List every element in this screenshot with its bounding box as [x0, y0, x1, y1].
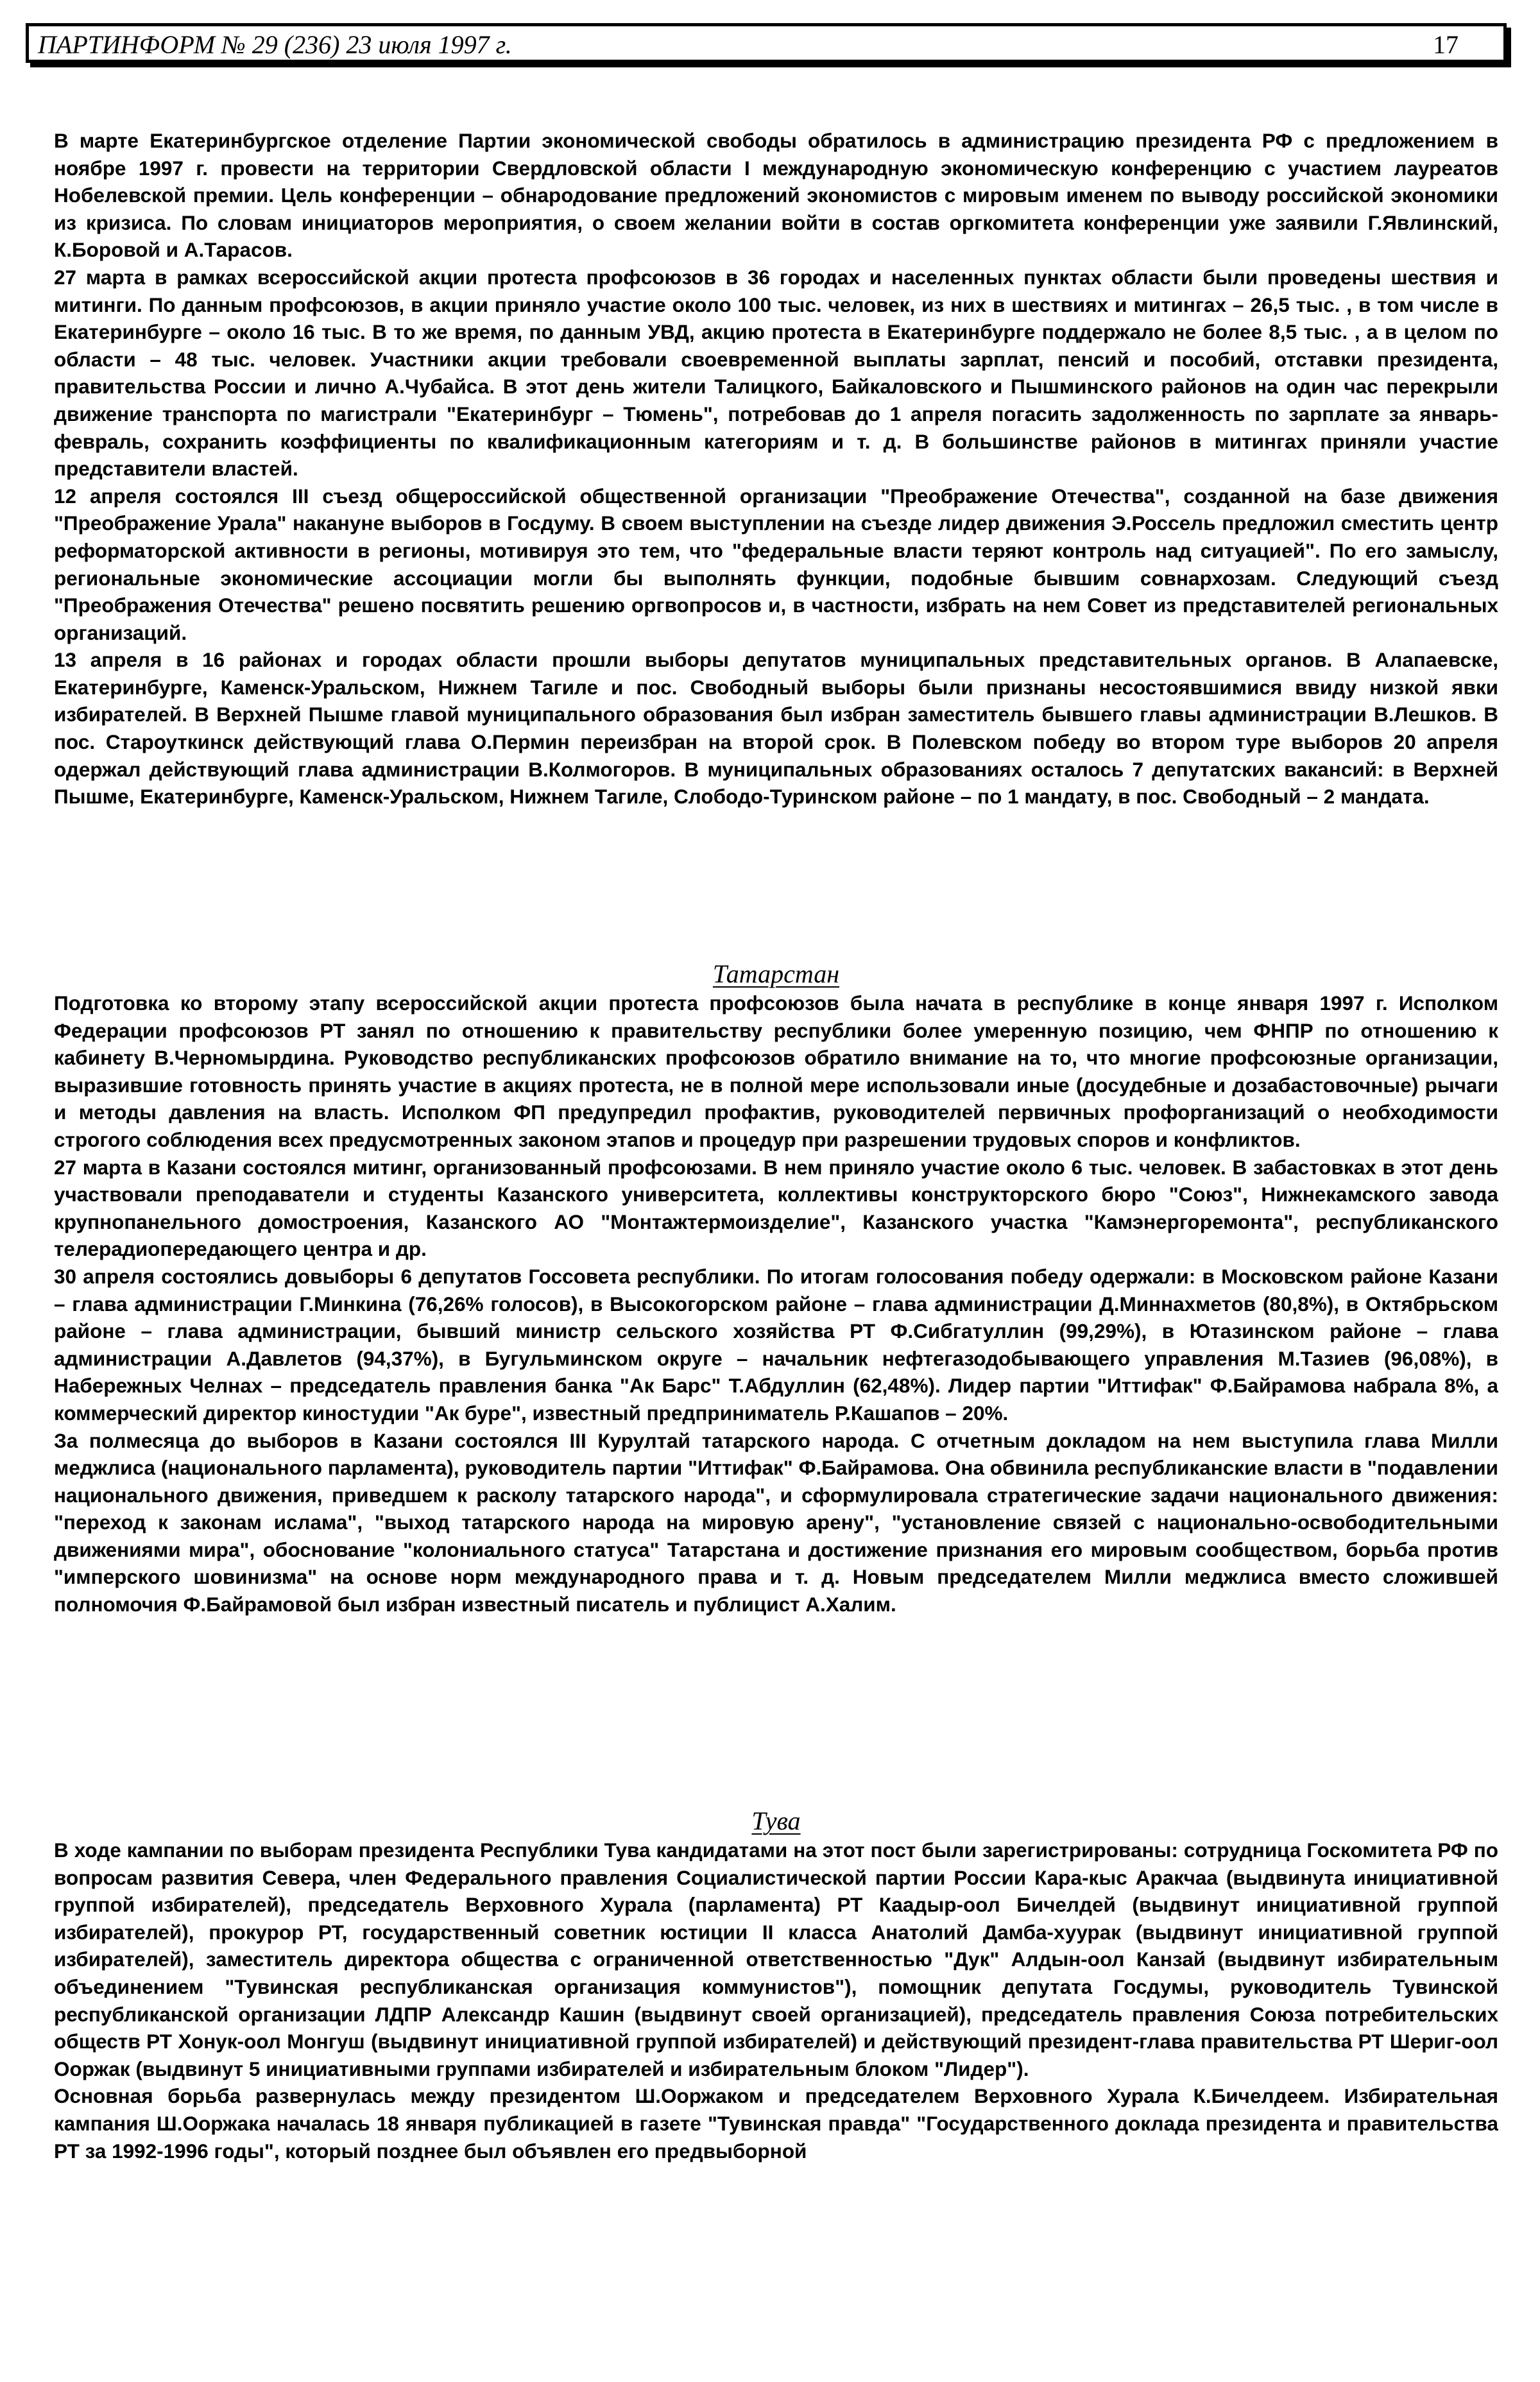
article-body [54, 127, 1498, 2163]
paragraph: 27 марта в Казани состоялся митинг, организованный профсоюзами. В нем приняло участие около 6 тыс. человек. В забастовках в этот день участвовали преподаватели и студенты Казанского университета, коллективы конструкторского бюро "Союз", Нижнекамского завода крупнопанельного домостроения, Казанского АО "Монтажтермоизделие", Казанского участка "Камэнергоремонта", республиканского телерадиопередающего центра и др. [54, 1155, 1498, 1261]
paragraph: В марте Екатеринбургское отделение Партии экономической свободы обратилось в администрацию президента РФ с предложением в ноябре 1997 г. провести на территории Свердловской области I международную экономическую конференцию с участием лауреатов Нобелевской премии. Цель конференции – обнародование предложений экономистов с мировым именем по выводу российской экономики из кризиса. По словам инициаторов мероприятия, о своем желании войти в состав оргкомитета конференции уже заявили Г.Явлинский, К.Боровой и А.Тарасов. [54, 129, 1498, 262]
region-heading-tuva: Тува [751, 1806, 801, 1835]
paragraph: 30 апреля состоялись довыборы 6 депутатов Госсовета республики. По итогам голосования победу одержали: в Московском районе Казани – глава администрации Г.Минкина (76,26% голосов), в Высокогорском районе – глава администрации Д.Миннахметов (80,8%), в Октябрьском районе – глава администрации, бывший министр сельского хозяйства РТ Ф.Сибгатуллин (99,29%), в Ютазинском районе – глава администрации А.Давлетов (94,37%), в Бугульминском округе – начальник нефтегазодобывающего управления М.Тазиев (96,08%), в Набережных Челнах – председатель правления банка "Ак Барс" Т.Абдуллин (62,48%). Лидер партии "Иттифак" Ф.Байрамова набрала 8%, а коммерческий директор киностудии "Ак буре", известный предприниматель Р.Кашапов – 20%. [54, 1264, 1498, 1425]
region-heading-tatarstan: Татарстан [712, 959, 840, 988]
page-number: 17 [1433, 30, 1459, 59]
page-header [26, 23, 1507, 63]
paragraph: 12 апреля состоялся III съезд общероссийской общественной организации "Преображение Отечества", созданной на базе движения "Преображение Урала" накануне выборов в Госдуму. В своем выступлении на съезде лидер движения Э.Россель предложил сместить центр реформаторской активности в регионы, мотивируя это тем, что "федеральные власти теряют контроль над ситуацией". По его замыслу, региональные экономические ассоциации могли бы выполнять функции, подобные бывшим совнархозам. Следующий съезд "Преображения Отечества" решено посвятить решению оргвопросов и, в частности, избрать на нем Совет из представителей региональных организаций. [54, 484, 1498, 644]
publication-title: ПАРТИНФОРМ № 29 (236) 23 июля 1997 г. [38, 30, 512, 59]
paragraph: Подготовка ко второму этапу всероссийской акции протеста профсоюзов была начата в республике в конце января 1997 г. Исполком Федерации профсоюзов РТ занял по отношению к правительству республики более умеренную позицию, чем ФНПР по отношению к кабинету В.Черномырдина. Руководство республиканских профсоюзов обратило внимание на то, что многие профсоюзные организации, выразившие готовность принять участие в акциях протеста, не в полной мере использовали иные (досудебные и дозабастовочные) рычаги и методы давления на власть. Исполком ФП предупредил профактив, руководителей первичных профорганизаций о необходимости строгого соблюдения всех предусмотренных законом этапов и процедур при разрешении трудовых споров и конфликтов. [54, 991, 1498, 1151]
paragraph: В ходе кампании по выборам президента Республики Тува кандидатами на этот пост были зарегистрированы: сотрудница Госкомитета РФ по вопросам развития Севера, член Федерального правления Социалистической партии России Кара-кыс Аракчаа (выдвинута инициативной группой избирателей), председатель Верховного Хурала (парламента) РТ Каадыр-оол Бичелдей (выдвинут инициативной группой избирателей), прокурор РТ, государственный советник юстиции II класса Анатолий Дамба-хуурак (выдвинут инициативной группой избирателей), заместитель директора общества с ограниченной ответственностью "Дук" Алдын-оол Канзай (выдвинут избирательным объединением "Тувинская республиканская организация коммунистов"), помощник депутата Госдумы, руководитель Тувинской республиканской организации ЛДПР Александр Кашин (выдвинут своей организацией), председатель правления Союза потребительских обществ РТ Хонук-оол Монгуш (выдвинут инициативной группой избирателей) и действующий президент-глава правительства РТ Шериг-оол Ооржак (выдвинут 5 инициативными группами избирателей и избирательным блоком "Лидер"). [54, 1838, 1498, 2080]
paragraph: 27 марта в рамках всероссийской акции протеста профсоюзов в 36 городах и населенных пунктах области были проведены шествия и митинги. По данным профсоюзов, в акции приняло участие около 100 тыс. человек, из них в шествиях и митингах – 26,5 тыс. , в том числе в Екатеринбурге – около 16 тыс. В то же время, по данным УВД, акцию протеста в Екатеринбурге поддержало не более 8,5 тыс. , а в целом по области – 48 тыс. человек. Участники акции требовали своевременной выплаты зарплат, пенсий и пособий, отставки президента, правительства России и лично А.Чубайса. В этот день жители Талицкого, Байкаловского и Пышминского районов на один час перекрыли движение транспорта по магистрали "Екатеринбург – Тюмень", потребовав до 1 апреля погасить задолженность по зарплате за январь-февраль, сохранить коэффициенты по квалификационным категориям и т. д. В большинстве районов в митингах приняли участие представители властей. [54, 265, 1498, 481]
paragraph: За полмесяца до выборов в Казани состоялся III Курултай татарского народа. С отчетным докладом на нем выступила глава Милли меджлиса (национального парламента), руководитель партии "Иттифак" Ф.Байрамова. Она обвинила республиканские власти в "подавлении национального движения, приведшем к расколу татарского народа", и сформулировала стратегические задачи национального движения: "переход к законам ислама", "выход татарского народа на мировую арену", "установление связей с национально-освободительными движениями мира", обоснование "колониального статуса" Татарстана и достижение признания его мировым сообществом, борьба против "имперского шовинизма" на основе норм международного права и т. д. Новым председателем Милли меджлиса вместо сложившей полномочия Ф.Байрамовой был избран известный писатель и публицист А.Халим. [54, 1428, 1498, 1616]
section-sverdlovsk [54, 127, 1498, 932]
paragraph: Основная борьба развернулась между президентом Ш.Ооржаком и председателем Верховного Хурала К.Бичелдеем. Избирательная кампания Ш.Ооржака началась 18 января публикацией в газете "Тувинская правда" "Государственного доклада президента и правительства РТ за 1992-1996 годы", который позднее был объявлен его предвыборной [54, 2084, 1498, 2163]
section-tuva [54, 1837, 1498, 2368]
section-tatarstan [54, 990, 1498, 1838]
paragraph: 13 апреля в 16 районах и городах области прошли выборы депутатов муниципальных представительных органов. В Алапаевске, Екатеринбурге, Каменск-Уральском, Нижнем Тагиле и пос. Свободный выборы были признаны несостоявшимися ввиду низкой явки избирателей. В Верхней Пышме главой муниципального образования был избран заместитель бывшего главы администрации В.Лешков. В пос. Староуткинск действующий глава О.Пермин переизбран на второй срок. В Полевском победу во втором туре выборов 20 апреля одержал действующий глава администрации В.Колмогоров. В муниципальных образованиях осталось 7 депутатских вакансий: в Верхней Пышме, Екатеринбурге, Каменск-Уральском, Нижнем Тагиле, Слободо-Туринском районе – по 1 мандату, в пос. Свободный – 2 мандата. [54, 648, 1498, 809]
